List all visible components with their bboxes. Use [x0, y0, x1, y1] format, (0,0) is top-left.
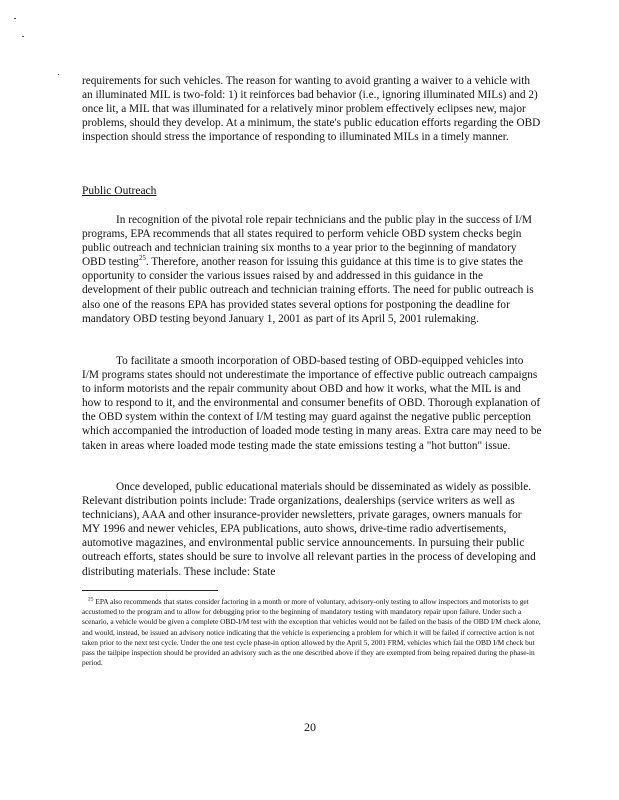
paragraph-public-outreach-intro [82, 213, 542, 326]
paragraph-mil-waiver: requirements for such vehicles. The reason for wanting to avoid granting a waiver to a vehicle with an illuminated MIL is two-fold: 1) it reinforces bad behavior (i.e., ignoring illuminated MILs) and 2) once lit, a MIL that was illuminated for a relatively minor problem effectively eclipses new, major problems, should they develop. At a minimum, the state's public education efforts regarding the OBD inspection should stress the importance of responding to illuminated MILs in a timely manner. [82, 75, 541, 144]
paragraph-text-part-2: . Therefore, another reason for issuing this guidance at this time is to give states the opportunity to consider the various issues raised by and addressed in this guidance in the development of their public outreach and technician training efforts. The need for public outreach is also one of the reasons EPA has provided states several options for postponing the deadline for mandatory OBD testing beyond January 1, 2001 as part of its April 5, 2001 rulemaking. [82, 256, 534, 325]
paragraph-obd-incorporation: To facilitate a smooth incorporation of OBD-based testing of OBD-equipped vehicles into I/M programs states should not underestimate the importance of effective public outreach campaigns to inform motorists and the repair community about OBD and how it works, what the MIL is and how to respond to it, and the environmental and consumer benefits of OBD. Thorough explanation of the OBD system within the context of I/M testing may guard against the negative public perception which accompanied the introduction of loaded mode testing in many areas. Extra care may need to be taken in areas where loaded mode testing made the state emissions testing a "hot button" issue. [82, 355, 542, 452]
page-number: 20 [304, 720, 316, 734]
footnote-reference[interactable]: 25 [138, 254, 146, 263]
footnote-text: EPA also recommends that states consider factoring in a month or more of voluntary, advisory-only testing to allow inspectors and motorists to get accustomed to the program and to allow for debugging prior to the beginning of mandatory testing with mandatory repair upon failure. Under such a scenario, a vehicle would be given a complete OBD-I/M test with the exception that vehicles would not be failed on the basis of the OBD I/M check alone, and would, instead, be issued an advisory notice indicating that the vehicle is experiencing a problem for which it will be failed if corrective action is not taken prior to the next test cycle. Under the one test cycle phase-in option allowed by the April 5, 2001 FRM, vehicles which fail the OBD I/M check but pass the tailpipe inspection should be provided an advisory such as the one described above if they are exempted from being repaired during the phase-in period. [82, 597, 541, 668]
section-heading-public-outreach: Public Outreach [82, 185, 157, 197]
paragraph-text-part-1: In recognition of the pivotal role repair technicians and the public play in the success of I/M programs, EPA recommends that all states required to perform vehicle OBD system checks begin public outreach and technician training six months to a year prior to the beginning of mandatory OBD testing [82, 214, 532, 269]
footnote-number: 25 [88, 596, 94, 603]
paragraph-distribution-points: Once developed, public educational materials should be disseminated as widely as possible. Relevant distribution points include: Trade organizations, dealerships (service writers as well as technicians), AAA and other insurance-provider newsletters, private garages, owners manuals for MY 1996 and newer vehicles, EPA publications, auto shows, drive-time radio advertisements, automotive magazines, and environmental public service announcements. In pursuing their public outreach efforts, states should be sure to involve all relevant parties in the process of developing and distributing materials. These include: State [82, 481, 536, 578]
footnote-separator-rule [82, 590, 218, 591]
footnote-25 [82, 597, 544, 668]
